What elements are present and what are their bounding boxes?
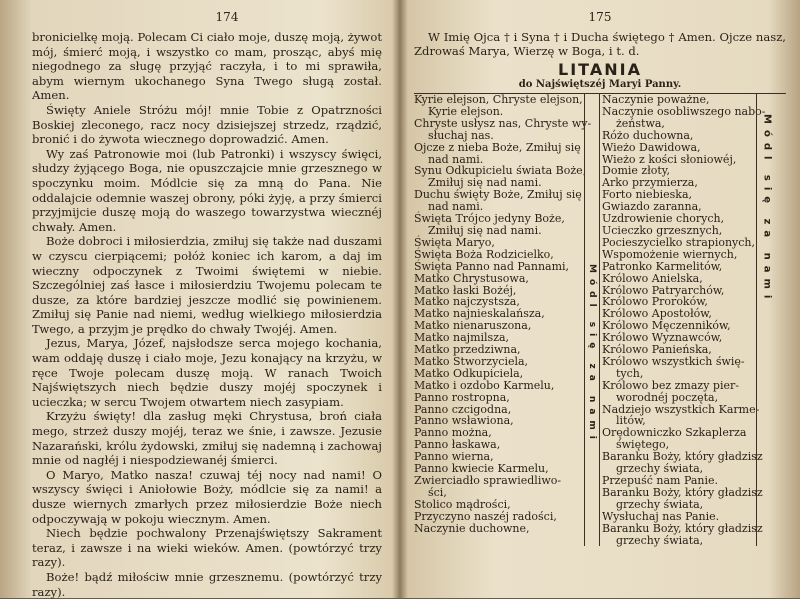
litany-line: Panno czcigodna, bbox=[414, 402, 512, 416]
right-page bbox=[400, 0, 800, 598]
litany-subtitle: do Najświętszéj Maryi Panny. bbox=[518, 79, 682, 90]
litany-line: Panno wsławiona, bbox=[414, 414, 514, 428]
litany-line: Zwierciadło sprawiedliwo- bbox=[414, 474, 562, 487]
litany-line: Gwiazdo zaranna, bbox=[602, 200, 702, 214]
litany-line: ści, bbox=[428, 485, 447, 499]
intro-text: W Imię Ojca † i Syna † i Ducha świętego † Amen. Ojcze nasz, Zdrowaś Marya, Wierzę w Boga, i t. d. bbox=[414, 30, 786, 58]
litany-line: Domie złoty, bbox=[602, 164, 671, 178]
litany-line: Matko łaski Bożéj, bbox=[414, 283, 517, 297]
prayer-text bbox=[32, 30, 382, 599]
litany-line: Przepuść nam Panie. bbox=[602, 474, 719, 487]
paragraph: Wy zaś Patronowie moi (lub Patronki) i wszyscy święci, słudzy żyjącego Boga, nie opuszczajcie mnie grzesznego w spoczynku moim. Módlcie się za mną do Pana. Nie oddalajcie odemnie waszej obrony, póki żyję, a przy śmierci przyjmijcie duszę moją do waszego towarzystwa wiecznéj chwały. Amen. bbox=[32, 146, 382, 234]
response-column-left bbox=[584, 94, 600, 546]
response-column-right bbox=[756, 94, 777, 546]
paragraph: bronicielkę moją. Polecam Ci ciało moje, duszę moją, żywot mój, śmierć moją, i wszystko co mam, prosząc, abyś mię niegodnego za sługę przyjąć raczyła, i to mi sprawiła, abym wiernym ukochanego Syna Twego sługą został. Amen. bbox=[32, 30, 382, 103]
litany-line: litów, bbox=[616, 414, 646, 428]
litany-line: Różo duchowna, bbox=[602, 128, 694, 142]
litany-line: nad nami. bbox=[428, 200, 484, 214]
litany-line: grzechy świata, bbox=[616, 533, 704, 547]
side-response: Módl się za nami bbox=[587, 264, 597, 445]
litany-line: nad nami. bbox=[428, 152, 484, 166]
litany-line: słuchaj nas. bbox=[428, 128, 494, 142]
litany-line: Zmiłuj się nad nami. bbox=[428, 176, 542, 190]
litany-line: Arko przymierza, bbox=[602, 176, 698, 190]
litany-line: Kyrie elejson. bbox=[428, 104, 504, 118]
paragraph: Boże! bądź miłościw mnie grzesznemu. (powtórzyć trzy razy). bbox=[32, 569, 382, 599]
litany-line: Matko Odkupiciela, bbox=[414, 366, 524, 380]
litany-line: Wspomożenie wiernych, bbox=[602, 247, 738, 261]
litany-line: Synu Odkupicielu świata Boże, bbox=[414, 164, 587, 178]
paragraph: Święty Aniele Stróżu mój! mnie Tobie z Opatrzności Boskiej zleconego, racz nocy dzisiejszej strzedz, rządzić, bronić i do żywota wiecznego doprowadzić. Amen. bbox=[32, 102, 382, 147]
paragraph: Boże dobroci i miłosierdzia, zmiłuj się także nad duszami w czyscu cierpiącemi; połóż koniec ich karom, a daj im wieczny odpoczynek z Twoimi świętemi w niebie. Szczególniej zaś łasce i miłosierdziu Twojemu polecam te dusze, za które bardziej jeszcze modlić się powinienem. Zmiłuj się Panie nad niemi, według wielkiego miłosierdzia Twego, a przyjm je prędko do chwały Twojéj. Amen. bbox=[32, 234, 382, 336]
litany-line: Patronko Karmelitów, bbox=[602, 259, 723, 273]
litany-line: Matko Stworzyciela, bbox=[414, 354, 529, 368]
litany-column-right bbox=[602, 93, 766, 547]
litany-line: Orędowniczko Szkaplerza bbox=[602, 426, 747, 440]
litany-line: Naczynie poważne, bbox=[602, 93, 710, 106]
litany-line: Wysłuchaj nas Panie. bbox=[602, 509, 720, 523]
litany-line: Wieżo z kości słoniowéj, bbox=[602, 152, 737, 166]
litany-line: Przyczyno naszéj radości, bbox=[414, 509, 557, 523]
litany-line: Królowo Apostołów, bbox=[602, 307, 712, 321]
page-number: 175 bbox=[588, 10, 612, 24]
paragraph: Jezus, Marya, Józef, najsłodsze serca mojego kochania, wam oddaję duszę i ciało moje, Jezu konający na krzyżu, w ręce Twoje polecam duszę moją. W ranach Twoich Najświętszych niech będzie duszy mojéj spoczynek i ucieczka; w sercu Twojem otwartem niech zasypiam. bbox=[32, 336, 382, 409]
paragraph: Krzyżu święty! dla zasług męki Chrystusa, broń ciała mego, strzeż duszy mojéj, teraz we śnie, i zawsze. Jezusie Nazarański, królu żydowski, zmiłuj się nademną i zachowaj mnie od nagłéj i niespodziewanéj śmierci. bbox=[32, 409, 382, 468]
litany-line: Święta Maryo, bbox=[414, 235, 495, 249]
litany-line: worodnéj poczęta, bbox=[616, 390, 719, 404]
litany-line: Matko przedziwna, bbox=[414, 343, 521, 357]
litany-line: świętego, bbox=[616, 438, 670, 452]
page-number: 174 bbox=[215, 10, 239, 24]
litany-line: Zmiłuj się nad nami. bbox=[428, 223, 542, 237]
paragraph: O Maryo, Matko nasza! czuwaj téj nocy nad nami! O wszyscy święci i Aniołowie Boży, módlcie się za nami! a dusze wiernych zmarłych przez miłosierdzie Boże niech odpoczywają w pokoju wiecznym. Amen. bbox=[32, 467, 382, 526]
litany-line: Królowo wszystkich świę- bbox=[602, 354, 745, 368]
paragraph: Niech będzie pochwalony Przenajświętszy Sakrament teraz, i zawsze i na wieki wieków. Amen. (powtórzyć trzy razy). bbox=[32, 526, 382, 570]
litany-line: Panno rostropna, bbox=[414, 390, 510, 404]
litany-line: Matko najczystsza, bbox=[414, 295, 520, 309]
litany-line: Kyrie elejson, Chryste elejson, bbox=[414, 93, 583, 106]
litany-line: Ojcze z nieba Boże, Zmiłuj się bbox=[414, 140, 581, 154]
litany-line: Wieżo Dawidowa, bbox=[602, 140, 701, 154]
litany-line: Ucieczko grzesznych, bbox=[602, 223, 723, 237]
litany-line: grzechy świata, bbox=[616, 497, 704, 511]
litany-line: Święta Panno nad Pannami, bbox=[414, 259, 570, 273]
litany-line: Baranku Boży, który gładzisz bbox=[602, 521, 763, 535]
litany-line: Królowo Męczenników, bbox=[602, 319, 731, 333]
litany-line: Naczynie duchowne, bbox=[414, 521, 530, 535]
litany-line: Naczynie osobliwszego nabo- bbox=[602, 104, 766, 118]
litany-title: LITANIA bbox=[558, 60, 642, 79]
litany-line: Baranku Boży, który gładzisz bbox=[602, 485, 763, 499]
litany-line: Panno wierna, bbox=[414, 450, 494, 464]
litany-line: Duchu święty Boże, Zmiłuj się bbox=[414, 188, 582, 202]
litany-line: Matko i ozdobo Karmelu, bbox=[414, 378, 555, 392]
litany-line: Królowo Patryarchów, bbox=[602, 283, 725, 297]
litany-columns bbox=[414, 94, 786, 546]
litany-line: Stolico mądrości, bbox=[414, 497, 511, 511]
litany-line: Forto niebieska, bbox=[602, 188, 692, 202]
litany-line: Królowo Wyznawców, bbox=[602, 331, 723, 345]
side-response: Módl się za nami bbox=[761, 114, 773, 305]
litany-line: żeństwa, bbox=[616, 116, 665, 130]
litany-line: Uzdrowienie chorych, bbox=[602, 212, 725, 226]
litany-line: Nadziejo wszystkich Karme- bbox=[602, 402, 760, 416]
litany-line: Pocieszycielko strapionych, bbox=[602, 235, 756, 249]
left-page bbox=[0, 0, 400, 598]
litany-line: Królowo Proroków, bbox=[602, 295, 708, 309]
litany-line: Panno można, bbox=[414, 426, 492, 440]
litany-line: Królowo Panieńska, bbox=[602, 343, 712, 357]
litany-line: Panno kwiecie Karmelu, bbox=[414, 462, 549, 476]
litany-line: Chryste usłysz nas, Chryste wy- bbox=[414, 116, 592, 130]
litany-line: Królowo Anielska, bbox=[602, 271, 703, 285]
litany-line: Baranku Boży, który gładzisz bbox=[602, 450, 763, 464]
litany-line: Królowo bez zmazy pier- bbox=[602, 378, 739, 392]
litany-line: Święta Boża Rodzicielko, bbox=[414, 247, 554, 261]
litany-line: Święta Trójco jedyny Boże, bbox=[414, 212, 565, 226]
litany-line: Matko Chrystusowa, bbox=[414, 271, 529, 285]
litany-line: Matko najmilsza, bbox=[414, 331, 510, 345]
litany-line: Matko nienaruszona, bbox=[414, 319, 532, 333]
litany-line: Matko najnieskalańsza, bbox=[414, 307, 545, 321]
litany-line: grzechy świata, bbox=[616, 462, 704, 476]
litany-line: Panno łaskawa, bbox=[414, 438, 501, 452]
litany-line: tych, bbox=[616, 366, 644, 380]
